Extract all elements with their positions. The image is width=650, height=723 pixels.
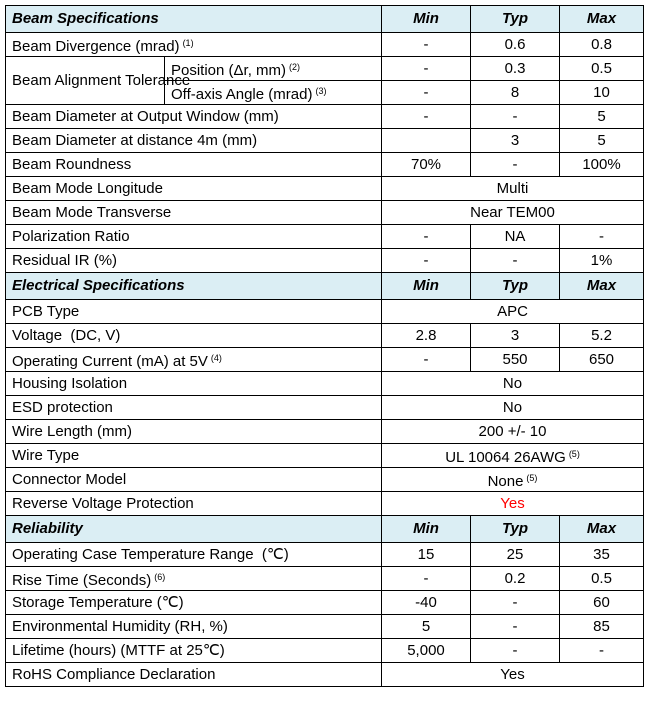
footnote-ref: (5) [568,448,580,459]
min-value: - [382,249,471,273]
max-value: 0.8 [560,33,644,57]
param-label: Storage Temperature (℃) [6,591,382,615]
param-label: Residual IR (%) [6,249,382,273]
min-value: 5 [382,615,471,639]
max-value: 1% [560,249,644,273]
table-row [6,396,644,420]
param-label: Rise Time (Seconds) $^{(6)}$ [6,567,382,591]
table-row [6,468,644,492]
param-label: Wire Type [6,444,382,468]
param-label: Polarization Ratio [6,225,382,249]
param-label: Wire Length (mm) [6,420,382,444]
param-label: Lifetime (hours) (MTTF at 25℃) [6,639,382,663]
min-value: - [382,348,471,372]
typ-value: 3 [471,129,560,153]
typ-value: 3 [471,324,560,348]
table-row [6,444,644,468]
min-value: - [382,33,471,57]
param-label: Reverse Voltage Protection [6,492,382,516]
max-value: 5 [560,129,644,153]
col-typ-header: Typ [471,516,560,543]
typ-value: - [471,615,560,639]
section-title: Electrical Specifications [6,273,382,300]
section-title: Beam Specifications [6,6,382,33]
typ-value: 25 [471,543,560,567]
section-header-beam [6,6,644,33]
merged-value: Near TEM00 [382,201,644,225]
table-row [6,492,644,516]
param-sublabel: Position (Δr, mm) $^{(2)}$ [165,57,382,81]
typ-value: 8 [471,81,560,105]
table-row [6,324,644,348]
param-label: Voltage (DC, V) [6,324,382,348]
param-label: Beam Mode Longitude [6,177,382,201]
footnote-ref: (5) [526,472,538,483]
param-label: Beam Diameter at distance 4m (mm) [6,129,382,153]
merged-value: No [382,396,644,420]
col-max-header: Max [560,273,644,300]
table-row [6,615,644,639]
table-row [6,57,644,81]
param-sublabel: Off-axis Angle (mrad) $^{(3)}$ [165,81,382,105]
table-row [6,639,644,663]
param-label: Housing Isolation [6,372,382,396]
merged-value: Yes [382,663,644,687]
max-value: - [560,639,644,663]
table-row [6,177,644,201]
table-row [6,300,644,324]
typ-value: - [471,639,560,663]
table-row [6,663,644,687]
merged-value: Multi [382,177,644,201]
section-header-electrical [6,273,644,300]
col-min-header: Min [382,273,471,300]
table-row [6,153,644,177]
min-value: 2.8 [382,324,471,348]
table-row [6,225,644,249]
max-value: 0.5 [560,57,644,81]
typ-value: - [471,105,560,129]
param-label: Beam Diameter at Output Window (mm) [6,105,382,129]
merged-value: APC [382,300,644,324]
typ-value: 550 [471,348,560,372]
param-label: Environmental Humidity (RH, %) [6,615,382,639]
max-value: 650 [560,348,644,372]
table-row [6,567,644,591]
table-row [6,129,644,153]
table-row [6,201,644,225]
min-value [382,129,471,153]
merged-value: No [382,372,644,396]
min-value: 5,000 [382,639,471,663]
col-min-header: Min [382,6,471,33]
max-value: 5 [560,105,644,129]
typ-value: 0.2 [471,567,560,591]
col-min-header: Min [382,516,471,543]
param-label: Beam Roundness [6,153,382,177]
min-value: 70% [382,153,471,177]
col-max-header: Max [560,6,644,33]
max-value: 85 [560,615,644,639]
min-value: - [382,225,471,249]
min-value: - [382,105,471,129]
typ-value: - [471,153,560,177]
col-max-header: Max [560,516,644,543]
param-label: Beam Divergence (mrad) $^{(1)}$ [6,33,382,57]
max-value: 5.2 [560,324,644,348]
param-label: Beam Mode Transverse [6,201,382,225]
highlight-value: Yes [382,492,644,516]
max-value: 0.5 [560,567,644,591]
typ-value: 0.6 [471,33,560,57]
table-row [6,420,644,444]
footnote-ref: (6) [154,571,166,582]
param-label: PCB Type [6,300,382,324]
param-group-label: Beam Alignment Tolerance [6,57,165,105]
footnote-ref: (3) [315,85,327,96]
max-value: 100% [560,153,644,177]
footnote-ref: (1) [182,37,194,48]
param-label: Operating Current (mA) at 5V $^{(4)}$ [6,348,382,372]
max-value: 35 [560,543,644,567]
max-value: 60 [560,591,644,615]
footnote-ref: (4) [210,352,222,363]
table-row [6,543,644,567]
table-row [6,105,644,129]
min-value: - [382,57,471,81]
spec-table [5,5,644,687]
param-label: Connector Model [6,468,382,492]
min-value: - [382,567,471,591]
min-value: -40 [382,591,471,615]
min-value: - [382,81,471,105]
table-row [6,348,644,372]
merged-value: UL 10064 26AWG $^{(5)}$ [382,444,644,468]
col-typ-header: Typ [471,273,560,300]
table-row [6,372,644,396]
typ-value: NA [471,225,560,249]
typ-value: 0.3 [471,57,560,81]
section-title: Reliability [6,516,382,543]
typ-value: - [471,591,560,615]
param-label: ESD protection [6,396,382,420]
section-header-reliability [6,516,644,543]
footnote-ref: (2) [289,61,301,72]
typ-value: - [471,249,560,273]
table-row [6,591,644,615]
min-value: 15 [382,543,471,567]
table-row [6,249,644,273]
merged-value: None $^{(5)}$ [382,468,644,492]
max-value: - [560,225,644,249]
merged-value: 200 +/- 10 [382,420,644,444]
table-row [6,33,644,57]
max-value: 10 [560,81,644,105]
col-typ-header: Typ [471,6,560,33]
param-label: Operating Case Temperature Range (℃) [6,543,382,567]
param-label: RoHS Compliance Declaration [6,663,382,687]
